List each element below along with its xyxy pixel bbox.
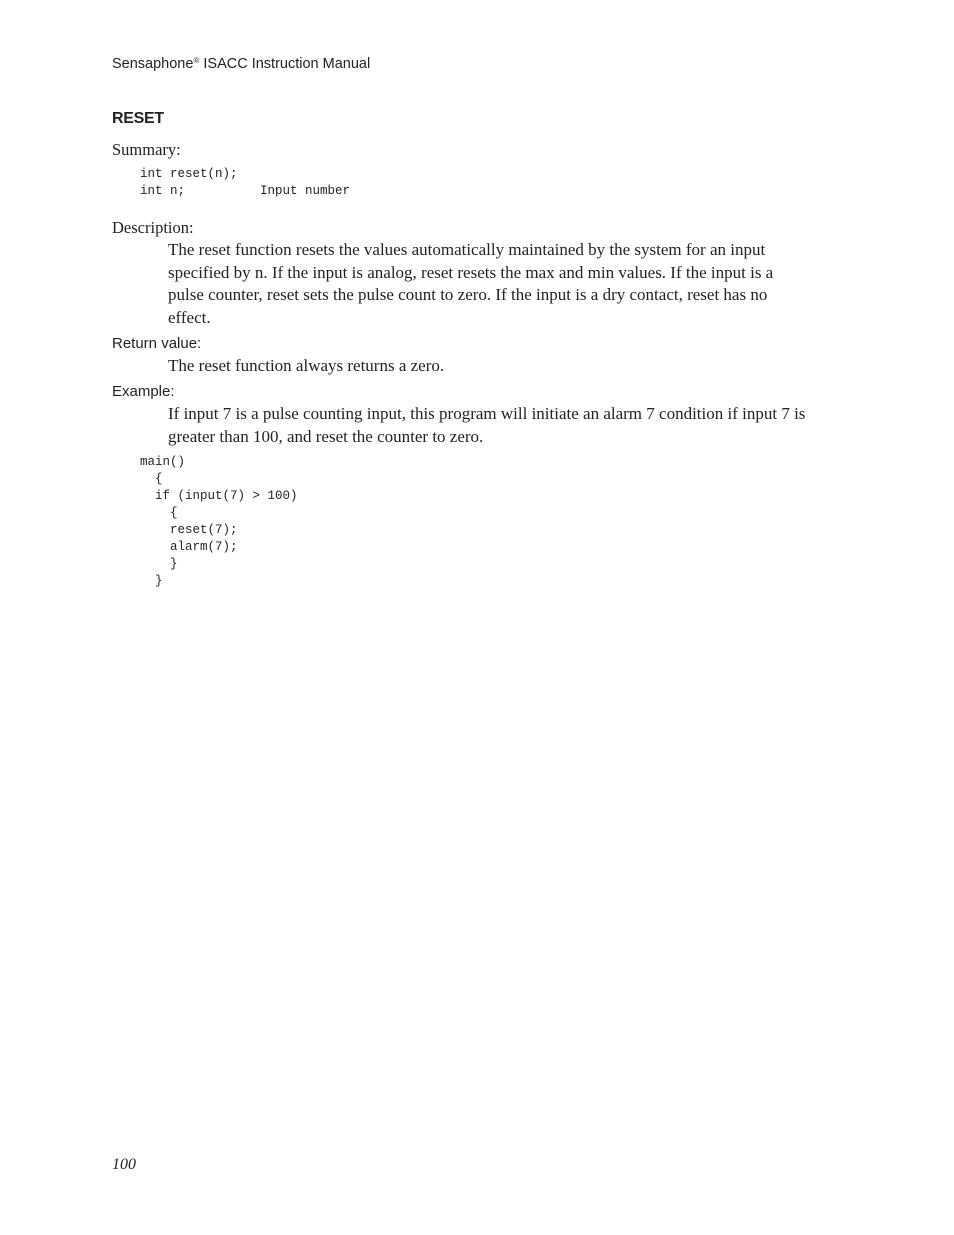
description-text: The reset function resets the values automatically maintained by the system for an input specified by n. If the input is analog, reset resets the max and min values. If the input is a pulse counter, reset sets the pulse count to zero. If the input is a dry contact, reset has no effect. [168,240,774,327]
return-value-label: Return value: [112,335,202,352]
return-value-text: The reset function always returns a zero. [168,356,445,375]
running-header [112,52,370,73]
summary-label: Summary: [112,140,181,159]
header-brand: Sensaphone [112,56,194,72]
header-manual-title: ISACC Instruction Manual [199,56,371,72]
example-label: Example: [112,383,175,400]
registered-mark: ® [193,56,200,65]
description-label: Description: [112,218,194,237]
summary-code-line-2: int n; Input number [140,184,351,198]
summary-code-line-1: int reset(n); [140,167,238,181]
section-title: RESET [112,110,164,127]
example-text: If input 7 is a pulse counting input, this program will initiate an alarm 7 condition if input 7 is greater than 100, and reset the counter to zero. [168,404,806,446]
page-number: 100 [112,1156,136,1173]
example-code-block: main() { if (input(7) > 100) { reset(7); alarm(7); } } [140,455,298,588]
